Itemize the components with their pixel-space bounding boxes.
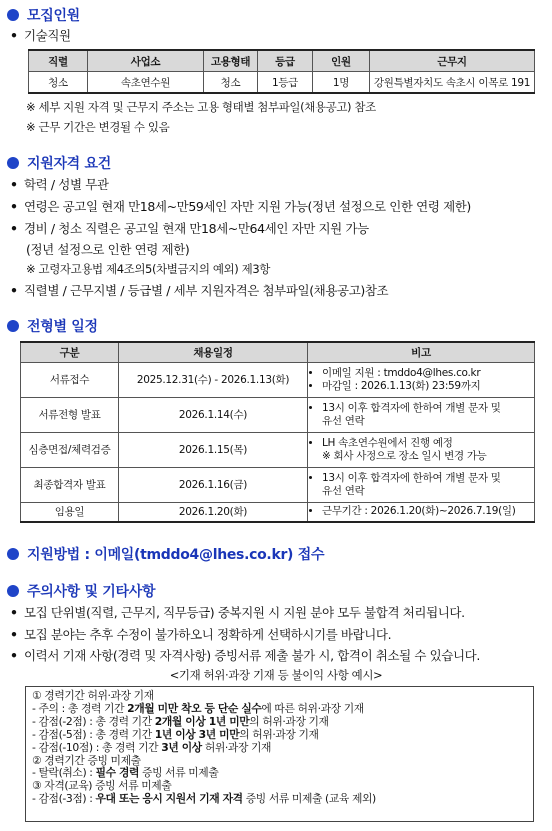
schedule-date: 2026.1.15(목) (119, 432, 308, 467)
schedule-table (20, 341, 535, 523)
schedule-notes (308, 467, 535, 502)
section-qualification-header (7, 153, 111, 173)
qualification-item: • 직렬별 / 근무지별 / 등급별 / 세부 지원자격은 첨부파일(채용공고)참조 (10, 283, 389, 298)
schedule-note: • 이메일 지원 : tmddo4@lhes.co.kr (322, 367, 530, 380)
schedule-note: • 13시 이후 합격자에 한하여 개별 문자 및 유선 연락 (322, 402, 530, 428)
schedule-note: • 근무기간 : 2026.1.20(화)~2026.7.19(일) (322, 505, 530, 518)
caution-item: • 모집 단위별(직렬, 근무지, 직무등급) 중복지원 시 지원 분야 모두 불합격 처리됩니다. (10, 605, 465, 620)
table-cell: 1명 (313, 72, 370, 94)
schedule-stage: 서류전형 발표 (21, 397, 119, 432)
section-bullet-icon (7, 585, 19, 597)
table-header: 구분 (21, 342, 119, 362)
schedule-date: 2026.1.14(수) (119, 397, 308, 432)
caution-item: • 이력서 기재 사항(경력 및 자격사항) 증빙서류 제출 불가 시, 합격이 취소될 수 있습니다. (10, 648, 480, 663)
penalty-example-box (25, 686, 534, 822)
section-schedule-header (7, 316, 98, 336)
table-row (29, 72, 535, 94)
schedule-date: 2025.12.31(수) - 2026.1.13(화) (119, 362, 308, 397)
bullet-icon: • (10, 199, 18, 214)
section-method-header (7, 544, 324, 564)
bullet-icon: • (10, 28, 18, 43)
table-cell: 청소 (204, 72, 258, 94)
table-row (21, 467, 535, 502)
example-title: <기재 허위·과장 기재 등 불이익 사항 예시> (169, 668, 383, 682)
table-header: 고용형태 (204, 50, 258, 72)
schedule-note: • 마감일 : 2026.1.13(화) 23:59까지 (322, 380, 530, 393)
box-heading: ③ 자격(교육) 증빙 서류 미제출 (32, 779, 172, 793)
schedule-notes (308, 432, 535, 467)
schedule-stage: 서류접수 (21, 362, 119, 397)
schedule-date: 2026.1.20(화) (119, 502, 308, 522)
table-cell: 청소 (29, 72, 88, 94)
section-bullet-icon (7, 320, 19, 332)
recruit-category: • 기술직원 (10, 28, 71, 43)
qualification-item: • 연령은 공고일 현재 만18세~만59세인 자만 지원 가능(정년 설정으로 인한 연령 제한) (10, 199, 471, 214)
qualification-note: ※ 고령자고용법 제4조의5(차별금지의 예외) 제3항 (26, 262, 270, 276)
bullet-icon: • (10, 177, 18, 192)
table-row (21, 502, 535, 522)
recruit-note: ※ 세부 지원 자격 및 근무지 주소는 고용 형태별 첨부파일(채용공고) 참조 (26, 100, 376, 114)
section-recruit-header (7, 5, 80, 25)
qualification-item: • 학력 / 성별 무관 (10, 177, 109, 192)
recruit-note: ※ 근무 기간은 변경될 수 있음 (26, 120, 170, 134)
section-title: 지원자격 요건 (27, 156, 111, 172)
bullet-icon: • (10, 627, 18, 642)
schedule-note: • LH 속초연수원에서 진행 예정 ※ 회사 사정으로 장소 일시 변경 가능 (322, 437, 530, 463)
section-title: 모집인원 (27, 8, 80, 24)
box-line: - 주의 : 총 경력 기간 2개월 미만 착오 등 단순 실수에 따른 허위·과장 기재 (32, 701, 364, 715)
table-row (21, 362, 535, 397)
table-header: 직렬 (29, 50, 88, 72)
schedule-note: • 13시 이후 합격자에 한하여 개별 문자 및 유선 연락 (322, 472, 530, 498)
table-header-row (21, 342, 535, 362)
box-line: - 탈락(취소) : 필수 경력 증빙 서류 미제출 (32, 766, 219, 780)
section-title: 지원방법 : 이메일(tmddo4@lhes.co.kr) 접수 (27, 547, 325, 563)
table-header-row (29, 50, 535, 72)
box-line: - 감점(-10점) : 총 경력 기간 3년 이상 허위·과장 기재 (32, 740, 272, 754)
schedule-stage: 심층면접/체력검증 (21, 432, 119, 467)
box-heading: ① 경력기간 허위·과장 기재 (32, 689, 154, 702)
box-line: - 감점(-5점) : 총 경력 기간 1년 이상 3년 미만의 허위·과장 기재 (32, 727, 319, 741)
table-header: 근무지 (370, 50, 535, 72)
table-cell: 속초연수원 (88, 72, 204, 94)
schedule-notes (308, 362, 535, 397)
recruit-table (28, 49, 535, 94)
section-bullet-icon (7, 9, 19, 21)
qualification-item: • 경비 / 청소 직렬은 공고일 현재 만18세~만64세인 자만 지원 가능 (10, 221, 369, 236)
schedule-stage: 임용일 (21, 502, 119, 522)
bullet-icon: • (10, 221, 18, 236)
bullet-icon: • (10, 283, 18, 298)
table-cell: 1등급 (258, 72, 313, 94)
section-title: 주의사항 및 기타사항 (27, 584, 156, 600)
box-line: - 감점(-2점) : 총 경력 기간 2개월 이상 1년 미만의 허위·과장 기재 (32, 714, 329, 728)
schedule-date: 2026.1.16(금) (119, 467, 308, 502)
schedule-notes (308, 397, 535, 432)
table-header: 인원 (313, 50, 370, 72)
schedule-notes (308, 502, 535, 522)
schedule-stage: 최종합격자 발표 (21, 467, 119, 502)
qualification-item: (정년 설정으로 인한 연령 제한) (26, 242, 190, 257)
box-line: - 감점(-3점) : 우대 또는 응시 지원서 기재 자격 증빙 서류 미제출 (교육 제외) (32, 792, 376, 806)
section-caution-header (7, 581, 155, 601)
section-title: 전형별 일정 (27, 319, 98, 335)
table-header: 채용일정 (119, 342, 308, 362)
bullet-icon: • (10, 605, 18, 620)
section-bullet-icon (7, 548, 19, 560)
table-cell: 강원특별자치도 속초시 이목로 191 (370, 72, 535, 94)
bullet-icon: • (10, 648, 18, 663)
caution-item: • 모집 분야는 추후 수정이 불가하오니 정확하게 선택하시기를 바랍니다. (10, 627, 392, 642)
table-row (21, 397, 535, 432)
section-bullet-icon (7, 157, 19, 169)
table-header: 사업소 (88, 50, 204, 72)
table-header: 비고 (308, 342, 535, 362)
table-header: 등급 (258, 50, 313, 72)
box-heading: ② 경력기간 증빙 미제출 (32, 753, 141, 767)
table-row (21, 432, 535, 467)
